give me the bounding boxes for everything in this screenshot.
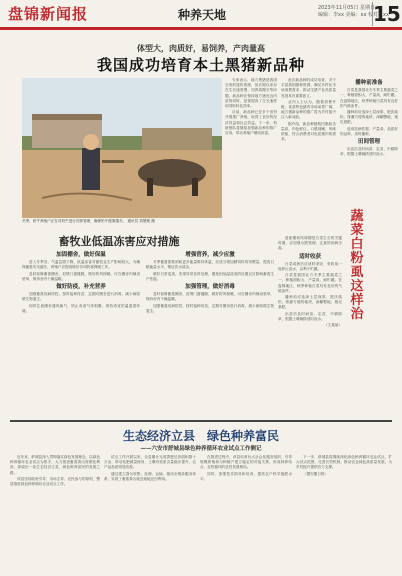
paragraph: 据介绍，新品种猪肌内脂肪含量高，肉色鲜红，口感细嫩，风味浓郁，符合消费者对优质猪肉的需求。 [281,121,336,142]
paragraph: 业内人士认为，随着消费升级，优质特色猪肉市场前景广阔，地方猪新品种的推广将为乡村振兴注入新动能。 [281,99,336,120]
section-title: 种养天地 [178,8,227,22]
bottom-story-column-1 [10,455,100,573]
paragraph: 白菜成熟后应适时采收，采收前一周停止浇水，以利于贮藏。 [278,261,342,272]
paragraph: 白菜是我国北方冬季主要蔬菜之一，种植面积大，产量高，耐贮藏。在盘锦地区，秋季种植白菜具有良好的气候条件。 [278,273,342,293]
top-story-column-2 [225,78,277,228]
paragraph: 下一步，舒城县将继续深化绿色种养循环农业试点，扩大试点范围，完善长效机制，推动农业绿色高质量发展，为乡村振兴提供有力支撑。 [296,455,392,470]
bottom-story-subtitle: ——六安市舒城县绿色种养循环农业试点工作侧记 [140,446,262,452]
page-number: 15 [373,2,401,26]
paragraph: 白菜是我国北方冬季主要蔬菜之一，种植面积大，产量高，耐贮藏。在盘锦地区，秋季种植白菜具有良好的气候条件。 [340,88,398,108]
middle-story-column-1 [22,250,140,415]
paragraph: 目前，新品种已在多个省份开展推广养殖，取得了良好的经济效益和社会效益。下一步，科研团队将继续加强新品种的推广应用，带动养殖户增收致富。 [225,110,277,136]
newspaper-logo: 盘锦新闻报 [8,5,89,23]
section-divider [10,420,392,422]
bottom-story-headline: 生态经济立县 绿色种养富民 [122,429,279,443]
editor-credits: 编辑：李xx 美编：xx 校对：xx [318,12,389,18]
masthead-divider [0,27,402,30]
paragraph: 出苗后及时间苗、定苗，中耕除草，根据土壤墒情适时浇水。 [278,311,342,321]
middle-subheading-3: 增强营养，减少应激 [185,252,235,258]
paragraph: 试点工作开展以来，全县累计完成粪肥还田面积数十万亩，带动化肥减量使用，土壤有机质含量稳步提升，农产品品质明显改善。 [104,455,196,470]
right-article-bottom [278,236,342,406]
paragraph: （据安徽日报） [303,471,329,476]
paragraph: 播种前应选择土层深厚、肥沃疏松、排灌方便的地块，深翻整地，施足基肥。 [340,110,398,125]
paragraph: 同时，加强技术指导和培训，提高农户科学施肥水平。 [200,471,292,481]
middle-subheading-1: 加固棚舍，做好保温 [56,252,106,258]
paragraph: 做好日常巡查，发现异常及时处理，避免因低温造成的应激反应影响畜禽生产性能。 [146,271,274,281]
paragraph: 进入冬季后，气温急剧下降，低温冻害对畜牧业生产影响较大。为确保畜禽安全越冬，养殖户应提前做好各项防寒保暖工作。 [22,260,140,270]
paragraph: 加强畜禽疫病防控，按时接种疫苗，定期对圈舍进行消毒，减少病原微生物滋生。 [146,303,274,313]
middle-subheading-4: 加强管理，做好消毒 [185,284,235,291]
top-story-column-3 [281,78,336,228]
middle-subheading-2: 做好防疫，补充营养 [56,284,106,291]
right-subheading-2: 田间管理 [357,139,380,146]
right-subheading-1: 播种前准备 [355,80,383,86]
paragraph: 出苗后及时间苗、定苗，中耕除草，根据土壤墒情适时浇水。 [340,147,398,157]
paragraph: 播种前应选择土层深厚、肥沃疏松、排灌方便的地块，深翻整地，施足基肥。 [278,295,342,310]
bottom-story-column-4 [296,455,392,573]
paragraph: 莲座期和结球期是白菜生长的关键时期，应加强水肥管理，注意防治病虫害。 [278,236,342,251]
bottom-story-column-2 [104,455,196,573]
paragraph: 冬季畜禽需要消耗更多能量维持体温，应适当增加精饲料的饲喂量，提高日粮能量水平，保证饮水清洁。 [146,260,274,270]
paragraph: 选用抗病性强、产量高、品质好的品种，适时播种。 [340,126,398,136]
paragraph: 同时注意圈舍通风换气，防止有害气体积聚，保持适宜的温湿度环境。 [22,303,140,313]
paragraph: 及时检修畜禽圈舍，封堵门窗缝隙，做好防风保暖。可在圈舍内铺设垫草，保持舍内干燥温暖。 [146,292,274,302]
middle-story-headline: 畜牧业低温冻害应对措施 [58,235,180,248]
top-story-kicker: 体型大，肉质好，易饲养，产肉量高 [137,44,265,53]
paragraph: 加强畜禽疫病防控，按时接种疫苗，定期对圈舍进行消毒，减少病原微生物滋生。 [22,292,140,302]
middle-story-column-2 [146,250,274,415]
photo-caption: 冬季，奶牛养殖户正在对奶牛进行饲养管理，确保奶牛健康越冬。 通讯员 刘慧敏 摄 [22,219,155,223]
top-story-headline: 我国成功培育本土黑猪新品种 [96,56,305,74]
bottom-story-column-3 [200,455,292,573]
paragraph: 及时检修畜禽圈舍，封堵门窗缝隙，做好防风保暖。可在圈舍内铺设垫草，保持舍内干燥温暖。 [22,271,140,281]
vertical-headline: 蔬菜白粉虱这样治 [350,209,364,322]
paragraph: 专家表示，地方黑猪是我国宝贵的遗传资源，但长期以来存在生长速度慢、饲养周期长等问题。新品种在保持地方猪优良肉质的同时，显著提高了生长速度和饲料转化效率。 [225,78,277,109]
right-subheading-3: 适时收获 [298,253,321,260]
paragraph: 近年来，舒城县深入贯彻落实绿色发展理念，以绿色种养循环农业试点为抓手，大力推进畜禽粪污资源化利用，探索出一条生态经济立县、绿色种养富民的发展之路。 [10,455,100,475]
paragraph: 此次新品种的成功培育，对于丰富我国猪种资源、满足多样化市场消费需求、推动生猪产业高质量发展具有重要意义。 [281,78,336,98]
paragraph: 在推进过程中，该县培育壮大社会化服务组织，引导规模养殖场与种植户建立稳定的对接关系，形成种养结合、农牧循环的良性发展格局。 [200,455,292,470]
news-photo [22,78,222,218]
paragraph: 该县坚持政府引导、市场主导、农民参与的原则，整县推进绿色种养循环农业试点工作。 [10,476,100,487]
right-article-top [340,78,398,208]
issue-date: 2023年11月05日 星期日 [318,5,376,11]
byline: （王某某） [324,323,342,328]
paragraph: 通过建立粪污收集、处理、运输、施用全链条服务体系，实现了畜禽粪污就近就地还田利用。 [104,471,196,481]
